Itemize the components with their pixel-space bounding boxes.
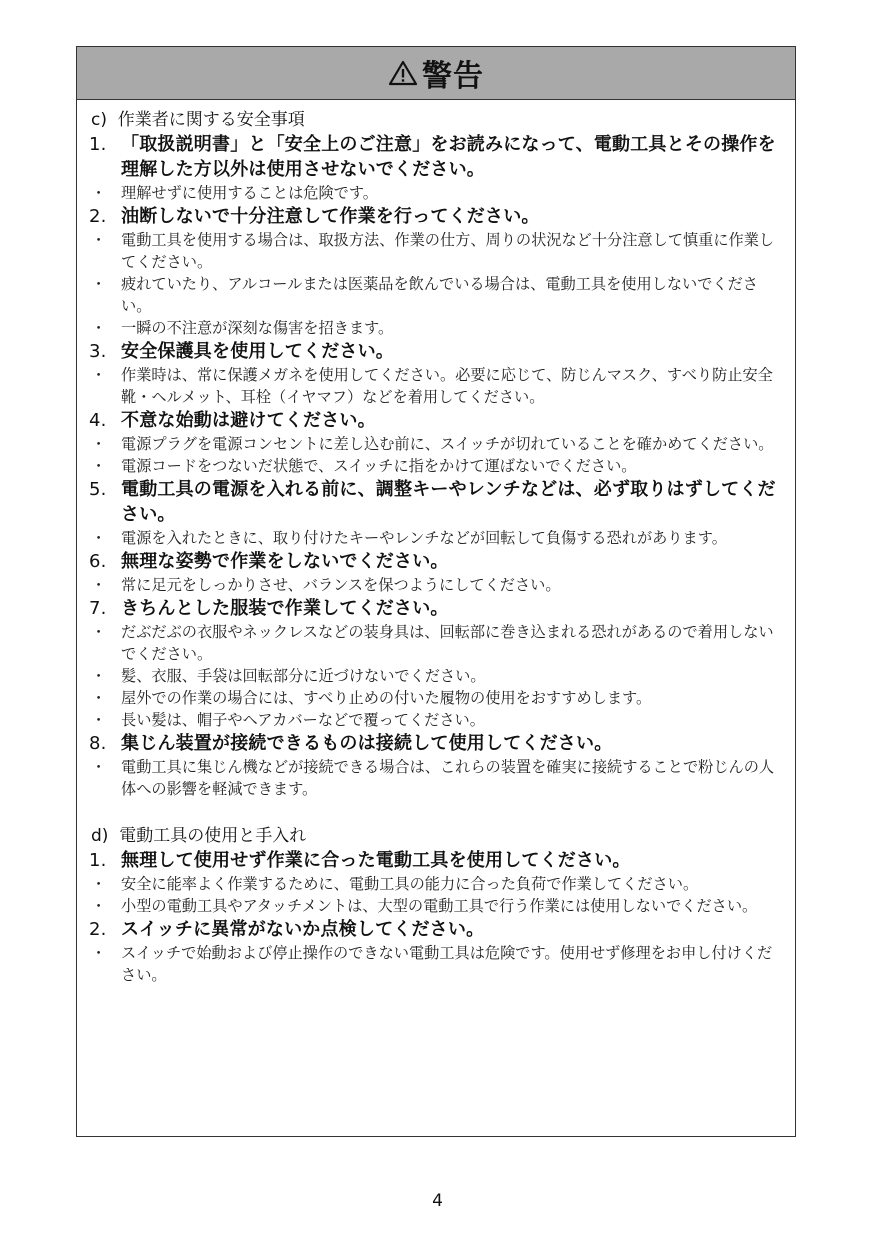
bullet-text: 長い髪は、帽子やヘアカバーなどで覆ってください。 — [121, 711, 485, 729]
warning-title: 警告 — [422, 59, 484, 94]
bullet-item — [89, 687, 779, 709]
bullet-text: スイッチで始動および停止操作のできない電動工具は危険です。使用せず修理をお申し付けください。 — [121, 944, 773, 984]
bullet-item — [89, 895, 779, 917]
bullet-mark: ・ — [91, 897, 107, 915]
warning-header — [77, 47, 795, 100]
bullet-mark: ・ — [91, 366, 107, 384]
bullet-item — [89, 527, 779, 549]
bullet-text: 常に足元をしっかりさせ、バランスを保つようにしてください。 — [121, 576, 561, 594]
bullet-mark: ・ — [91, 184, 107, 202]
page-number: 4 — [432, 1191, 443, 1211]
bullet-item — [89, 942, 779, 986]
bullet-mark: ・ — [91, 529, 107, 547]
item-text: 「取扱説明書」と「安全上のご注意」をお読みになって、電動工具とその操作を理解した方以外は使用させないでください。 — [121, 134, 776, 180]
item-number: 1. — [89, 850, 107, 871]
bullet-item — [89, 433, 779, 455]
bullet-item — [89, 621, 779, 665]
item-text: 不意な始動は避けてください。 — [121, 410, 376, 431]
bullet-mark: ・ — [91, 711, 107, 729]
section-heading — [89, 824, 779, 848]
section-title: 作業者に関する安全事項 — [117, 110, 305, 130]
bullet-item — [89, 273, 779, 317]
item-number: 6. — [89, 551, 107, 572]
item-number: 4. — [89, 410, 107, 431]
numbered-item — [89, 339, 779, 364]
numbered-item — [89, 848, 779, 873]
item-text: 安全保護具を使用してください。 — [121, 341, 394, 362]
item-number: 5. — [89, 479, 107, 500]
bullet-text: 電源コードをつないだ状態で、スイッチに指をかけて運ばないでください。 — [121, 457, 637, 475]
warning-triangle-icon — [388, 59, 418, 87]
numbered-item — [89, 731, 779, 756]
bullet-mark: ・ — [91, 944, 107, 962]
bullet-mark: ・ — [91, 576, 107, 594]
numbered-item — [89, 477, 779, 527]
bullet-text: 屋外での作業の場合には、すべり止めの付いた履物の使用をおすすめします。 — [121, 689, 652, 707]
bullet-mark: ・ — [91, 667, 107, 685]
bullet-mark: ・ — [91, 457, 107, 475]
numbered-item — [89, 204, 779, 229]
bullet-text: 作業時は、常に保護メガネを使用してください。必要に応じて、防じんマスク、すべり防止安全靴・ヘルメット、耳栓（イヤマフ）などを着用してください。 — [121, 366, 773, 406]
bullet-text: 小型の電動工具やアタッチメントは、大型の電動工具で行う作業には使用しないでください。 — [121, 897, 758, 915]
item-number: 2. — [89, 206, 107, 227]
numbered-item — [89, 132, 779, 182]
warning-content — [77, 100, 795, 986]
bullet-mark: ・ — [91, 758, 107, 776]
item-number: 2. — [89, 919, 107, 940]
bullet-item — [89, 873, 779, 895]
numbered-item — [89, 549, 779, 574]
bullet-text: 電源を入れたときに、取り付けたキーやレンチなどが回転して負傷する恐れがあります。 — [121, 529, 727, 547]
bullet-text: 電源プラグを電源コンセントに差し込む前に、スイッチが切れていることを確かめてください。 — [121, 435, 774, 453]
bullet-item — [89, 665, 779, 687]
warning-box — [76, 46, 796, 1137]
bullet-mark: ・ — [91, 231, 107, 249]
item-number: 7. — [89, 598, 107, 619]
bullet-mark: ・ — [91, 275, 107, 293]
bullet-text: 一瞬の不注意が深刻な傷害を招きます。 — [121, 319, 394, 337]
bullet-item — [89, 182, 779, 204]
section-spacer — [89, 800, 779, 824]
item-text: 電動工具の電源を入れる前に、調整キーやレンチなどは、必ず取りはずしてください。 — [121, 479, 776, 525]
bullet-mark: ・ — [91, 875, 107, 893]
numbered-item — [89, 408, 779, 433]
bullet-item — [89, 455, 779, 477]
item-text: 集じん装置が接続できるものは接続して使用してください。 — [121, 733, 613, 754]
section-label: d) — [91, 826, 109, 846]
item-number: 8. — [89, 733, 107, 754]
bullet-item — [89, 574, 779, 596]
section-label: c) — [91, 110, 107, 130]
item-number: 1. — [89, 134, 107, 155]
bullet-text: 理解せずに使用することは危険です。 — [121, 184, 378, 202]
bullet-item — [89, 229, 779, 273]
bullet-text: だぶだぶの衣服やネックレスなどの装身具は、回転部に巻き込まれる恐れがあるので着用しないでください。 — [121, 623, 774, 663]
bullet-mark: ・ — [91, 435, 107, 453]
bullet-item — [89, 709, 779, 731]
bullet-item — [89, 317, 779, 339]
bullet-text: 髪、衣服、手袋は回転部分に近づけないでください。 — [121, 667, 486, 685]
bullet-mark: ・ — [91, 319, 107, 337]
section-heading — [89, 108, 779, 132]
item-text: スイッチに異常がないか点検してください。 — [121, 919, 485, 940]
bullet-item — [89, 364, 779, 408]
section-title: 電動工具の使用と手入れ — [119, 826, 307, 846]
bullet-text: 電動工具に集じん機などが接続できる場合は、これらの装置を確実に接続することで粉じんの人体への影響を軽減できます。 — [121, 758, 775, 798]
bullet-text: 疲れていたり、アルコールまたは医薬品を飲んでいる場合は、電動工具を使用しないでください。 — [121, 275, 758, 315]
bullet-item — [89, 756, 779, 800]
numbered-item — [89, 917, 779, 942]
numbered-item — [89, 596, 779, 621]
bullet-mark: ・ — [91, 689, 107, 707]
item-text: 無理な姿勢で作業をしないでください。 — [121, 551, 449, 572]
bullet-mark: ・ — [91, 623, 107, 641]
item-text: 無理して使用せず作業に合った電動工具を使用してください。 — [121, 850, 631, 871]
item-text: 油断しないで十分注意して作業を行ってください。 — [121, 206, 540, 227]
item-text: きちんとした服装で作業してください。 — [121, 598, 449, 619]
item-number: 3. — [89, 341, 107, 362]
bullet-text: 安全に能率よく作業するために、電動工具の能力に合った負荷で作業してください。 — [121, 875, 699, 893]
bullet-text: 電動工具を使用する場合は、取扱方法、作業の仕方、周りの状況など十分注意して慎重に作業してください。 — [121, 231, 775, 271]
